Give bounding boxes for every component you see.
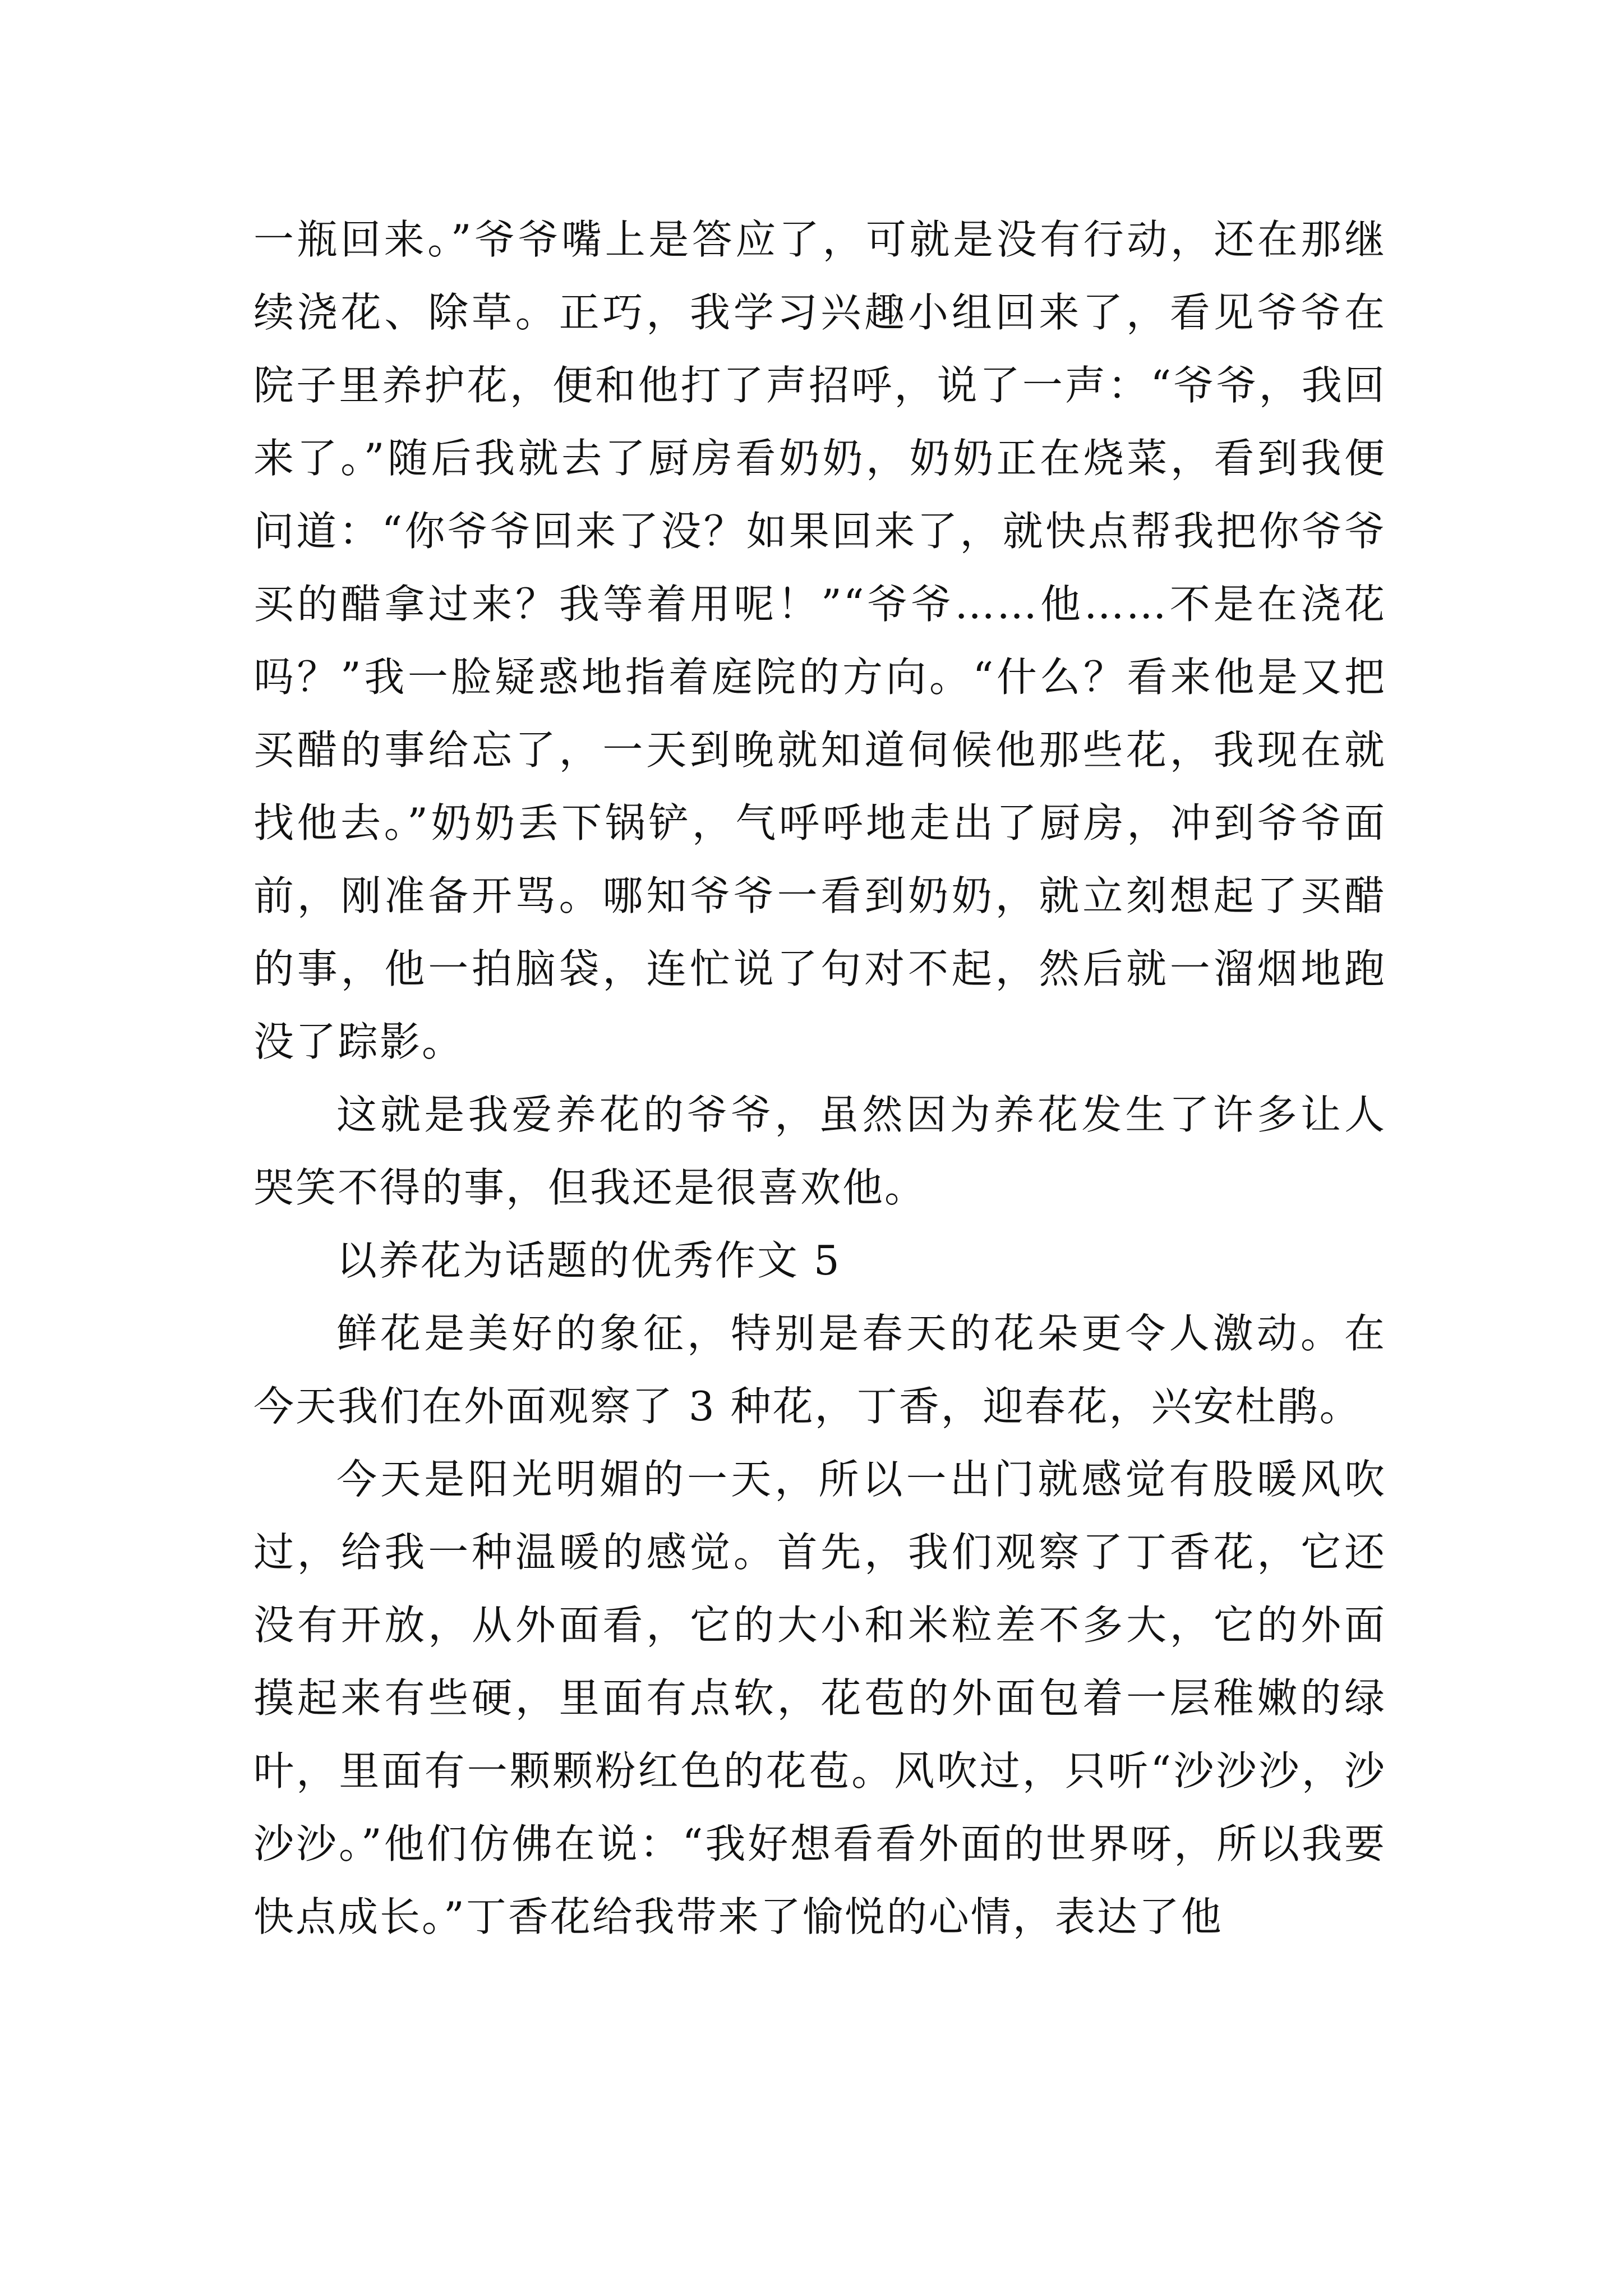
section-heading: 以养花为话题的优秀作文 5 — [336, 1237, 841, 1284]
document-body — [253, 203, 1386, 1953]
paragraph-1: 一瓶回来。”爷爷嘴上是答应了，可就是没有行动，还在那继续浇花、除草。正巧，我学习兴趣小组回来了，看见爷爷在院子里养护花，便和他打了声招呼，说了一声：“爷爷，我回来了。”随后我就去了厨房看奶奶，奶奶正在烧菜，看到我便问道：“你爷爷回来了没？如果回来了，就快点帮我把你爷爷买的醋拿过来？我等着用呢！”“爷爷……他……不是在浇花吗？”我一脸疑惑地指着庭院的方向。“什么？看来他是又把买醋的事给忘了，一天到晚就知道伺候他那些花，我现在就找他去。”奶奶丢下锅铲，气呼呼地走出了厨房，冲到爷爷面前，刚准备开骂。哪知爷爷一看到奶奶，就立刻想起了买醋的事，他一拍脑袋，连忙说了句对不起，然后就一溜烟地跑没了踪影。 — [253, 216, 1386, 1065]
paragraph-2: 这就是我爱养花的爷爷，虽然因为养花发生了许多让人哭笑不得的事，但我还是很喜欢他。 — [253, 1091, 1386, 1211]
paragraph-3: 鲜花是美好的象征，特别是春天的花朵更令人激动。在今天我们在外面观察了 3 种花，丁香，迎春花，兴安杜鹃。 — [253, 1310, 1386, 1430]
paragraph-4: 今天是阳光明媚的一天，所以一出门就感觉有股暖风吹过，给我一种温暖的感觉。首先，我们观察了丁香花，它还没有开放，从外面看，它的大小和米粒差不多大，它的外面摸起来有些硬，里面有点软，花苞的外面包着一层稚嫩的绿叶，里面有一颗颗粉红色的花苞。风吹过，只听“沙沙沙，沙沙沙。”他们仿佛在说：“我好想看看外面的世界呀，所以我要快点成长。”丁香花给我带来了愉悦的心情，表达了他 — [253, 1456, 1386, 1940]
